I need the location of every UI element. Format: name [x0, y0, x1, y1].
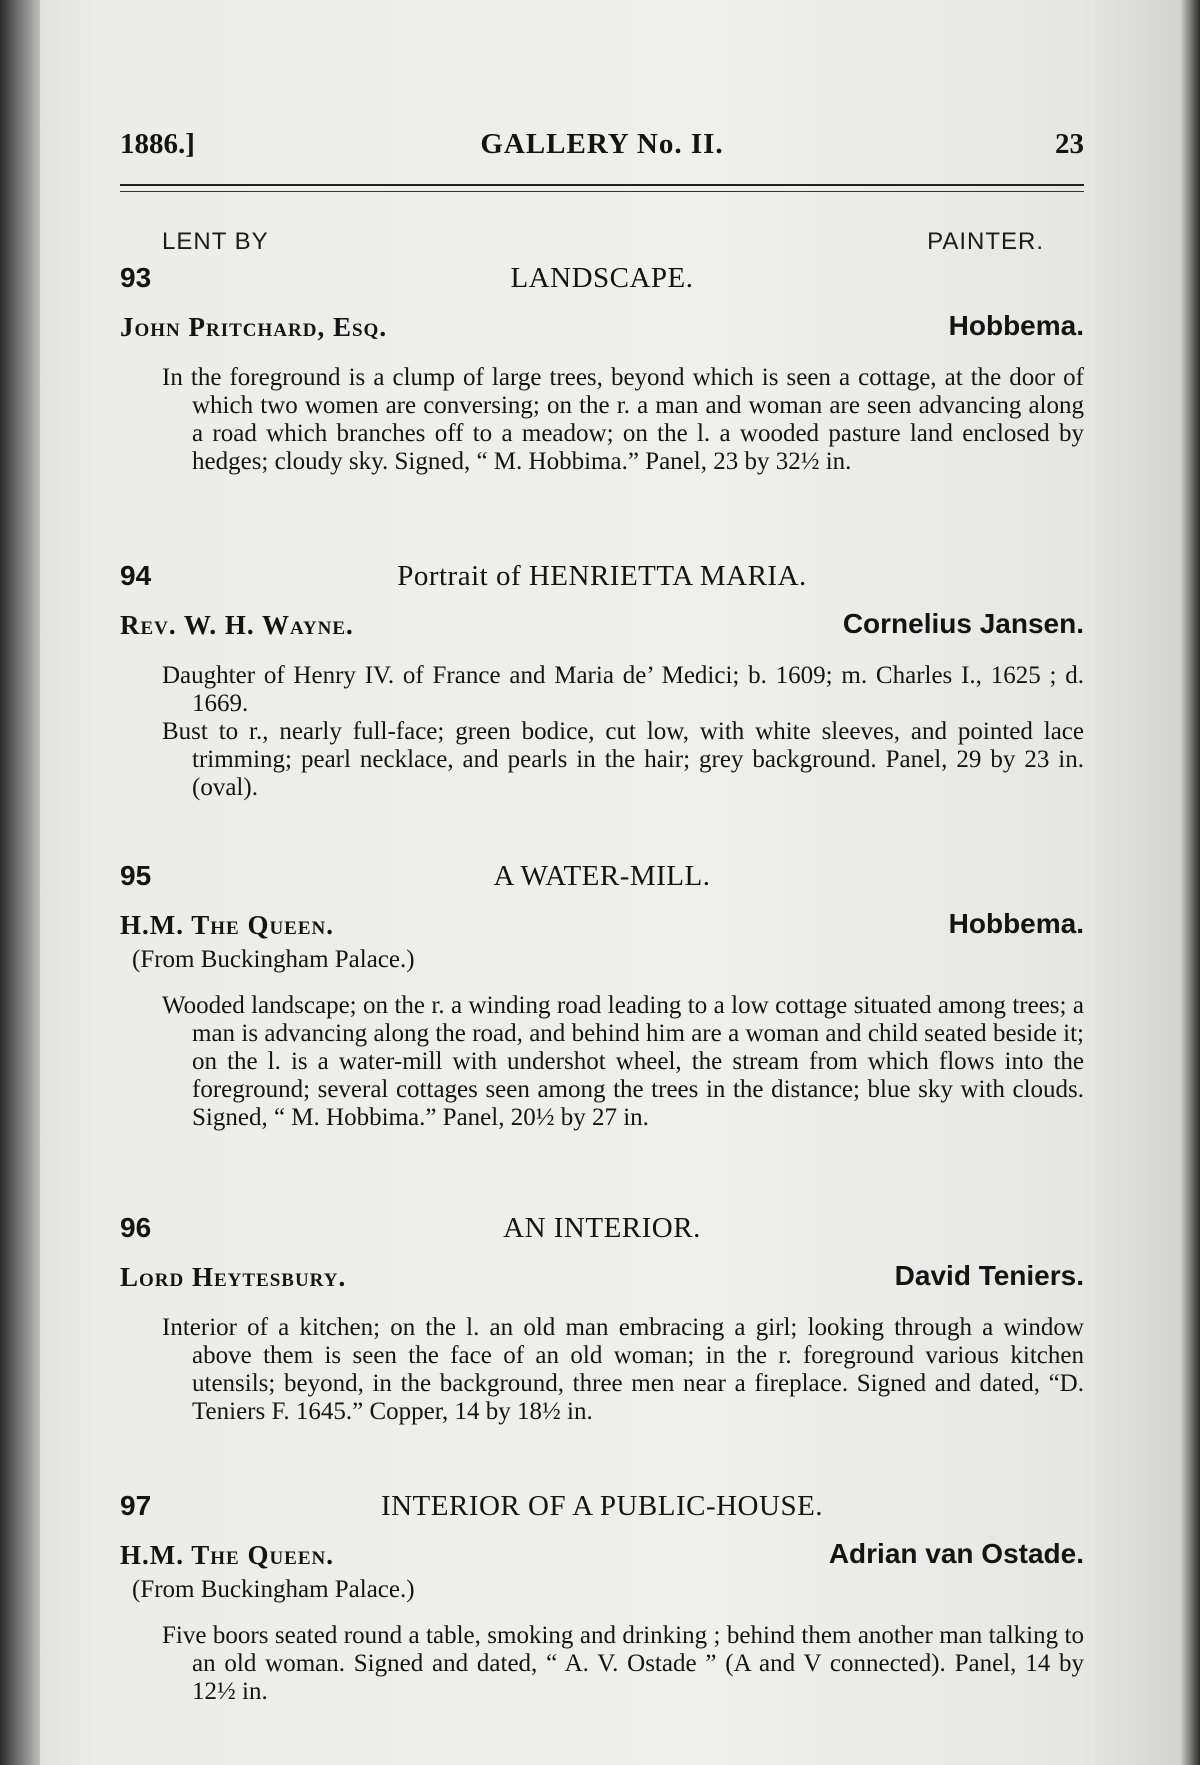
catalogue-entry-96	[120, 1212, 1084, 1426]
entry-painter: Hobbema.	[948, 310, 1084, 341]
page-edge-shadow	[1180, 0, 1200, 1765]
entry-number: 93	[120, 262, 152, 293]
catalogue-entry-93	[120, 262, 1084, 476]
description-paragraph: Wooded landscape; on the r. a winding road leading to a low cottage situated among trees; a man is advancing along the road, and behind him are a woman and child seated beside it; on the l. is a water-mill with undershot wheel, the stream from which flows into the foreground; several cottages seen among the trees in the distance; blue sky with clouds. Signed, “ M. Hobbima.” Panel, 20½ by 27 in.	[162, 992, 1084, 1131]
entry-description	[120, 992, 1084, 1132]
entry-description	[120, 1622, 1084, 1706]
catalogue-entry-94	[120, 560, 1084, 802]
book-gutter-shadow	[0, 0, 40, 1765]
entry-description	[120, 1314, 1084, 1426]
column-heading-lent-by: LENT BY	[162, 228, 269, 255]
entry-number: 95	[120, 860, 152, 891]
entry-lender: H.M. The Queen.	[120, 910, 334, 940]
catalogue-entry-95	[120, 860, 1084, 1132]
entry-number: 96	[120, 1212, 152, 1243]
header-rule-thick	[120, 184, 1084, 186]
entry-painter: Cornelius Jansen.	[842, 608, 1084, 639]
entry-provenance: (From Buckingham Palace.)	[132, 946, 415, 973]
description-paragraph: Bust to r., nearly full-face; green bodice, cut low, with white sleeves, and pointed lace trimming; pearl necklace, and pearls in the hair; grey background. Panel, 29 by 23 in. (oval).	[162, 718, 1084, 801]
entry-description	[120, 364, 1084, 476]
description-paragraph: Daughter of Henry IV. of France and Maria de’ Medici; b. 1609; m. Charles I., 1625 ; d. 1669.	[162, 662, 1084, 717]
entry-title: Portrait of HENRIETTA MARIA.	[397, 560, 807, 592]
header-rule-thin	[120, 191, 1084, 192]
description-paragraph: Interior of a kitchen; on the l. an old man embracing a girl; looking through a window above them is seen the face of an old woman; in the r. foreground various kitchen utensils; beyond, in the background, three men near a fireplace. Signed and dated, “D. Teniers F. 1645.” Copper, 14 by 18½ in.	[162, 1314, 1084, 1425]
header-year: 1886.]	[120, 128, 195, 160]
entry-number: 97	[120, 1490, 152, 1521]
entry-title: A WATER-MILL.	[493, 860, 711, 892]
entry-provenance: (From Buckingham Palace.)	[132, 1576, 415, 1603]
running-header	[120, 128, 1084, 172]
entry-lender: Rev. W. H. Wayne.	[120, 610, 354, 640]
entry-painter: David Teniers.	[894, 1260, 1084, 1291]
entry-lender: Lord Heytesbury.	[120, 1262, 347, 1292]
header-title: GALLERY No. II.	[480, 128, 724, 160]
page-number: 23	[1055, 128, 1084, 160]
entry-painter: Adrian van Ostade.	[828, 1538, 1084, 1569]
entry-title: LANDSCAPE.	[510, 262, 694, 294]
entry-title: AN INTERIOR.	[503, 1212, 701, 1244]
entry-title: INTERIOR OF A PUBLIC-HOUSE.	[380, 1490, 824, 1522]
entry-lender: John Pritchard, Esq.	[120, 312, 388, 342]
entry-lender: H.M. The Queen.	[120, 1540, 334, 1570]
description-paragraph: In the foreground is a clump of large trees, beyond which is seen a cottage, at the door of which two women are conversing; on the r. a man and woman are seen advancing along a road which branches off to a meadow; on the l. a wooded pasture land enclosed by hedges; cloudy sky. Signed, “ M. Hobbima.” Panel, 23 by 32½ in.	[162, 364, 1084, 475]
catalogue-entry-97	[120, 1490, 1084, 1706]
column-heading-painter: PAINTER.	[927, 228, 1044, 255]
entry-painter: Hobbema.	[948, 908, 1084, 939]
description-paragraph: Five boors seated round a table, smoking and drinking ; behind them another man talking to an old woman. Signed and dated, “ A. V. Ostade ” (A and V connected). Panel, 14 by 12½ in.	[162, 1622, 1084, 1705]
entry-number: 94	[120, 560, 152, 591]
entry-description	[120, 662, 1084, 802]
